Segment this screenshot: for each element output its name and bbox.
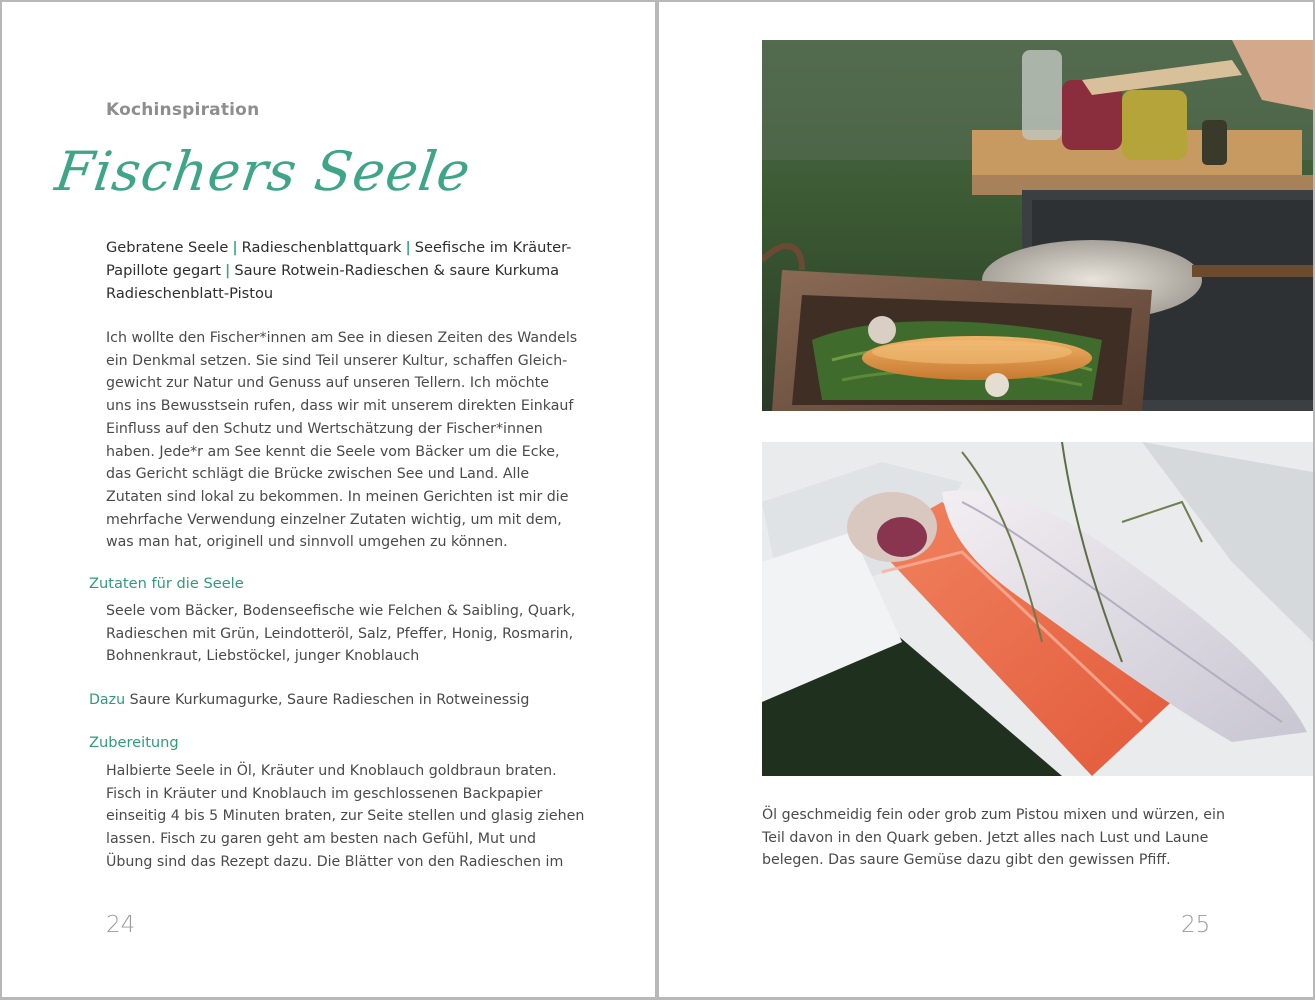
dish-list — [106, 236, 576, 305]
text-line: Einfluss auf den Schutz und Wertschätzung der Fischer*innen — [106, 420, 543, 437]
page-number-right: 25 — [1181, 912, 1211, 938]
text-line: Seele vom Bäcker, Bodenseefische wie Felchen & Saibling, Quark, — [106, 603, 576, 619]
text-line: mehrfache Verwendung einzelner Zutaten wichtig, um mit dem, — [106, 511, 562, 528]
text-line: lassen. Fisch zu garen geht am besten nach Gefühl, Mut und — [106, 831, 537, 848]
left-page — [2, 2, 655, 997]
text-line: uns ins Bewusstsein rufen, dass wir mit unserem direkten Einkauf — [106, 398, 574, 415]
dish-line — [106, 236, 576, 259]
recipe-title: Fischers Seele — [51, 140, 475, 203]
text-line: Bohnenkraut, Liebstöckel, junger Knoblauch — [106, 648, 420, 665]
dish-item: Radieschenblatt-Pistou — [106, 285, 274, 302]
page-number-left: 24 — [106, 912, 136, 938]
dish-line — [106, 259, 576, 282]
photo-fish-in-paper — [762, 442, 1313, 776]
text-line: Ich wollte den Fischer*innen am See in diesen Zeiten des Wandels — [106, 330, 578, 346]
text-line: Öl geschmeidig fein oder grob zum Pistou mixen und würzen, ein — [762, 807, 1225, 823]
dish-item: Saure Rotwein-Radieschen & saure Kurkuma — [234, 262, 560, 279]
text-line: Übung sind das Rezept dazu. Die Blätter von den Radieschen im — [106, 853, 564, 870]
text-line: Zutaten sind lokal zu bekommen. In meinen Gerichten ist mir die — [106, 488, 569, 505]
preparation-text — [106, 760, 585, 874]
preparation-heading: Zubereitung — [89, 734, 179, 751]
section-kicker: Kochinspiration — [106, 100, 260, 120]
side-dishes-label: Dazu — [89, 692, 126, 708]
text-line: belegen. Das saure Gemüse dazu gibt den gewissen Pfiff. — [762, 852, 1171, 869]
photo-caption — [762, 804, 1232, 872]
dish-item: Radieschenblattquark — [241, 239, 402, 256]
side-dishes — [89, 692, 529, 708]
ingredients-list — [106, 600, 576, 668]
text-line: was man hat, originell und sinnvoll umgehen zu können. — [106, 534, 508, 551]
dish-item: Gebratene Seele — [106, 239, 229, 256]
photo-pan-with-bread — [762, 40, 1313, 411]
text-line: Fisch in Kräuter und Knoblauch im geschlossenen Backpapier — [106, 785, 543, 802]
ingredients-heading: Zutaten für die Seele — [89, 575, 244, 592]
text-line: Teil davon in den Quark geben. Jetzt alles nach Lust und Laune — [762, 829, 1209, 846]
dish-separator: | — [224, 262, 231, 279]
text-line: das Gericht schlägt die Brücke zwischen See und Land. Alle — [106, 466, 530, 483]
right-page — [659, 2, 1313, 997]
dish-separator: | — [232, 239, 238, 256]
dish-line — [106, 282, 576, 305]
text-line: einseitig 4 bis 5 Minuten braten, zur Seite stellen und glasig ziehen — [106, 808, 585, 825]
intro-paragraph — [106, 327, 576, 554]
text-line: gewicht zur Natur und Genuss auf unseren Tellern. Ich möchte — [106, 375, 549, 392]
text-line: Radieschen mit Grün, Leindotteröl, Salz, Pfeffer, Honig, Rosmarin, — [106, 625, 574, 642]
dish-item: Seefische im Kräuter- — [414, 239, 572, 256]
dish-separator: | — [405, 239, 411, 256]
side-dishes-text: Saure Kurkumagurke, Saure Radieschen in Rotweinessig — [125, 692, 530, 708]
text-line: ein Denkmal setzen. Sie sind Teil unserer Kultur, schaffen Gleich- — [106, 352, 568, 369]
text-line: haben. Jede*r am See kennt die Seele vom Bäcker um die Ecke, — [106, 443, 560, 460]
text-line: Halbierte Seele in Öl, Kräuter und Knoblauch goldbraun braten. — [106, 763, 557, 779]
dish-item: Papillote gegart — [106, 262, 221, 279]
